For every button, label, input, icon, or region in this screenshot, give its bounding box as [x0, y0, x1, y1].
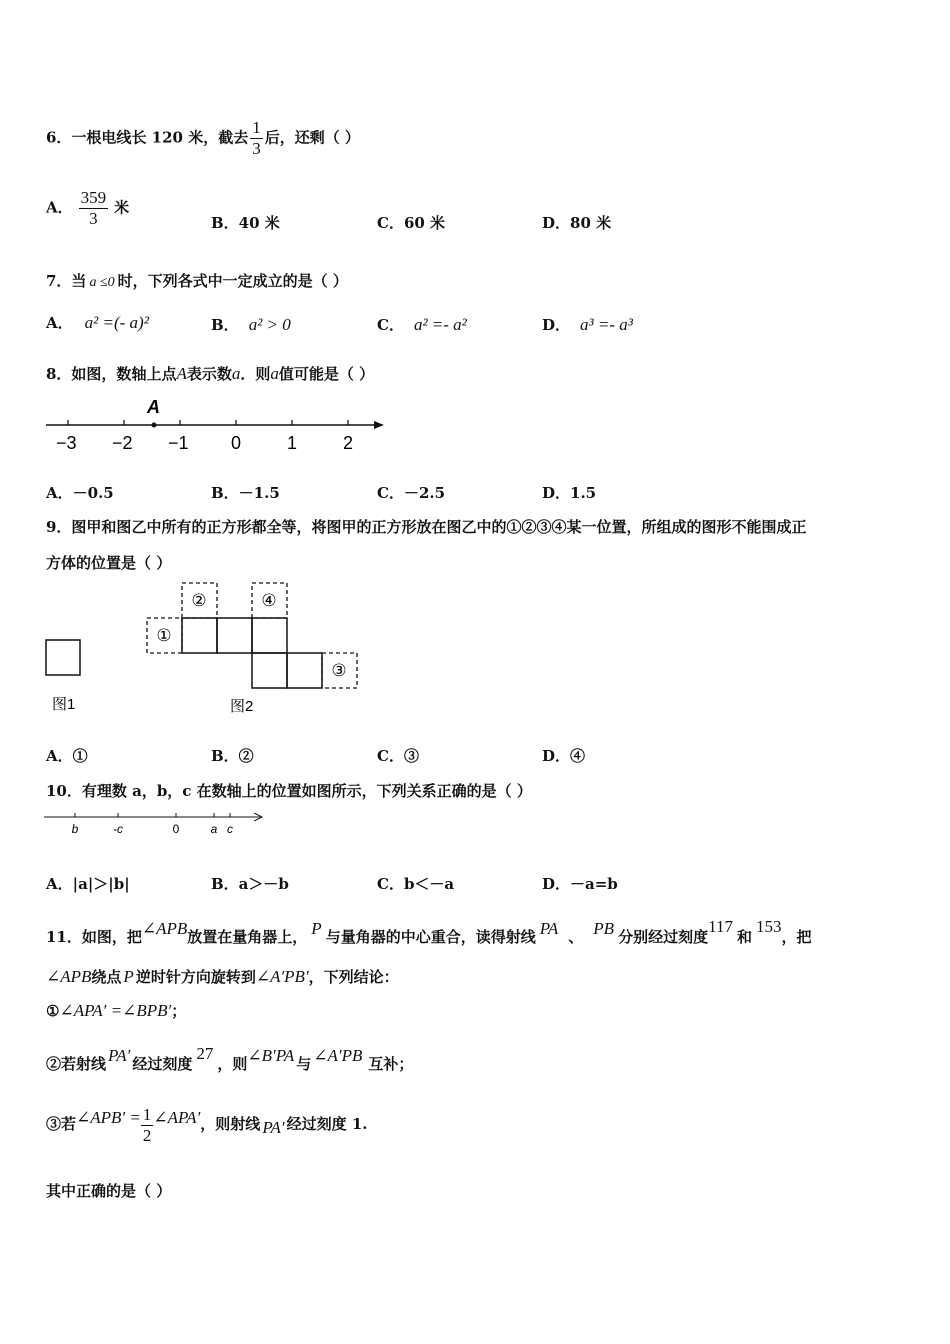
- q8-stem: 8．如图，数轴上点A表示数a．则a值可能是（ ）: [46, 364, 375, 383]
- fig1-caption: 图1: [52, 696, 76, 713]
- q7-stem: 7．当 a ≤0 时，下列各式中一定成立的是（ ）: [46, 272, 348, 290]
- q11-line2: ∠APB绕点 P 逆时针方向旋转到∠A′PB′，下列结论：: [46, 967, 399, 986]
- q11-tail: 其中正确的是（ ）: [46, 1182, 172, 1200]
- q11-conclusion-2: ②若射线 PA′ 经过刻度27，则∠B′PA 与 ∠A′PB 互补；: [46, 1044, 414, 1073]
- tick-label: b: [71, 822, 79, 836]
- q11-line1: 11．如图，把∠APB放置在量角器上， P 与量角器的中心重合，读得射线 PA 、 PB 分别经过刻度117和153，把: [46, 917, 812, 946]
- tick-label: 0: [231, 433, 242, 453]
- point-a: [152, 423, 157, 428]
- q6-fraction: $\frac{1}{3}$: [252, 118, 261, 158]
- q9-option-c[interactable]: C．③: [377, 747, 419, 765]
- q10-option-b[interactable]: B．a＞－b: [211, 875, 289, 893]
- q7-option-b[interactable]: B． a² > 0: [211, 315, 291, 334]
- fig2-square: [252, 653, 287, 688]
- arrow-head: [374, 421, 384, 429]
- q6-stem: [46, 118, 360, 159]
- q7-option-a[interactable]: A． a² =(- a)²: [46, 313, 149, 332]
- position-1-label: ①: [156, 626, 172, 645]
- q9-stem-line2: 方体的位置是（ ）: [46, 554, 172, 572]
- q6-option-a[interactable]: A． $\frac{359}{3}$ 米: [46, 188, 130, 228]
- q7-option-c[interactable]: C． a² =- a²: [377, 315, 467, 334]
- q6-stem-end: 后，还剩（ ）: [264, 128, 360, 147]
- fig2-square: [217, 618, 252, 653]
- q9-figures: [40, 580, 370, 720]
- q6-stem-text: 6．一根电线长 120 米，截去: [46, 128, 249, 147]
- position-4-label: ④: [261, 591, 277, 610]
- q7-option-d[interactable]: D． a³ =- a³: [542, 315, 633, 334]
- fig2-caption: 图2: [230, 698, 254, 715]
- q6-option-b[interactable]: B．40 米: [211, 214, 280, 232]
- point-a-label: A: [147, 397, 160, 417]
- q11-half-fraction: $\frac{1}{2}$: [142, 1104, 152, 1145]
- q9-option-a[interactable]: A．①: [46, 747, 88, 765]
- tick-label: −1: [168, 433, 189, 453]
- q7-condition: a ≤0: [89, 275, 115, 290]
- tick-label: −2: [112, 433, 133, 453]
- fig2-square: [287, 653, 322, 688]
- q10-stem: 10．有理数 a，b，c 在数轴上的位置如图所示，下列关系正确的是（ ）: [46, 782, 532, 800]
- q8-option-b[interactable]: B．－1.5: [211, 484, 280, 502]
- tick-label: -c: [113, 822, 123, 836]
- tick-label: 0: [172, 822, 180, 836]
- q10-option-a[interactable]: A．|a|＞|b|: [46, 875, 130, 893]
- q11-conclusion-1: ①∠APA′ =∠BPB′；: [46, 1001, 187, 1020]
- q9-option-d[interactable]: D．④: [542, 747, 586, 765]
- tick-label: c: [227, 822, 233, 836]
- q6-option-d[interactable]: D．80 米: [542, 214, 612, 232]
- position-3-label: ③: [331, 661, 347, 680]
- tick-label: 2: [343, 433, 354, 453]
- q10-number-line: [40, 805, 280, 845]
- q10-option-d[interactable]: D．－a=b: [542, 875, 618, 893]
- q11-conclusion-3: ③若∠APB′ = $\frac{1}{2}$ ∠APA′，则射线 PA′ 经过刻度 1.: [46, 1104, 368, 1145]
- tick-label: −3: [56, 433, 77, 453]
- fig1-square: [46, 640, 80, 675]
- q9-stem-line1: 9．图甲和图乙中所有的正方形都全等，将图甲的正方形放在图乙中的①②③④某一位置，所组成的图形不能围成正: [46, 518, 807, 536]
- q10-option-c[interactable]: C．b＜－a: [377, 875, 455, 893]
- tick-label: a: [210, 822, 218, 836]
- q8-option-a[interactable]: A．－0.5: [46, 484, 114, 502]
- q6-a-fraction: $\frac{359}{3}$: [80, 188, 107, 228]
- fig2-square: [252, 618, 287, 653]
- tick-label: 1: [287, 433, 298, 453]
- position-2-label: ②: [191, 591, 207, 610]
- q9-option-b[interactable]: B．②: [211, 747, 254, 765]
- q8-number-line: [40, 395, 390, 455]
- fig2-square: [182, 618, 217, 653]
- q6-option-c[interactable]: C．60 米: [377, 214, 446, 232]
- q8-option-c[interactable]: C．－2.5: [377, 484, 446, 502]
- q8-option-d[interactable]: D．1.5: [542, 484, 597, 502]
